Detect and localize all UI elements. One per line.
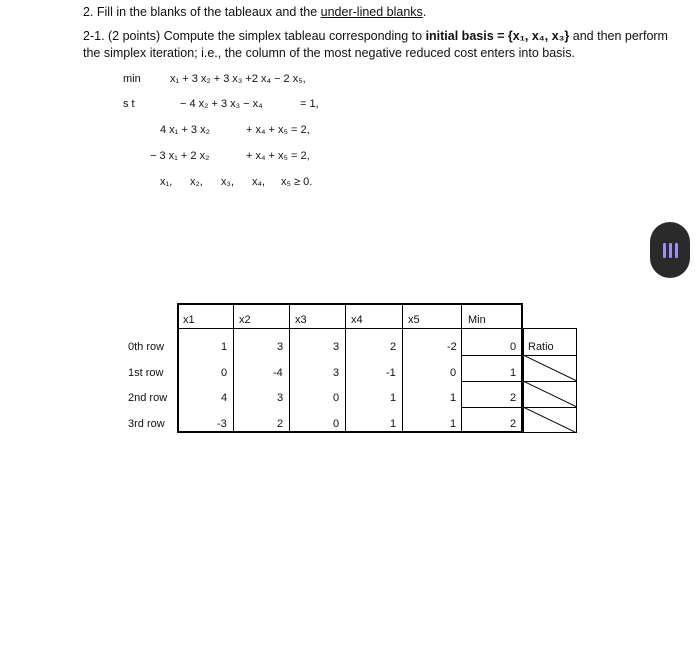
part-prefix: 2-1. (2 points) Compute the simplex tableau corresponding to (83, 29, 426, 43)
vertical-bars-icon (663, 243, 678, 258)
table-cell: 0 (333, 418, 340, 430)
header-x5: x5 (408, 314, 420, 326)
table-cell: 3 (333, 367, 340, 379)
table-cell: 3 (333, 341, 340, 353)
part-line-2: the simplex iteration; i.e., the column of the most negative reduced cost enters into basis. (83, 46, 575, 60)
min-row-divider (461, 407, 523, 408)
table-cell: -4 (273, 367, 283, 379)
header-x1: x1 (183, 314, 195, 326)
col-divider (233, 303, 234, 433)
col-divider (402, 303, 403, 433)
nonneg-x4: x₄, (252, 176, 266, 188)
question-title (83, 5, 426, 19)
table-cell: 0 (510, 341, 517, 353)
table-cell: 3 (277, 341, 284, 353)
part-basis: x₁, x₄, x₃} (512, 29, 570, 43)
constraint-2-rhs: + x₄ + x₅ = 2, (246, 124, 310, 136)
constraint-1-lhs: − 4 x₂ + 3 x₃ − x₄ (180, 98, 263, 110)
table-cell: 4 (221, 392, 228, 404)
min-label: min (123, 73, 141, 85)
part-after: and then perform (569, 29, 668, 43)
constraint-1-rhs: = 1, (300, 98, 319, 110)
table-cell: 2 (390, 341, 397, 353)
constraint-2-lhs: 4 x₁ + 3 x₂ (160, 124, 210, 136)
title-underlined: under-lined blanks (320, 5, 423, 19)
table-cell: 2 (510, 418, 517, 430)
nonneg-x5: x₅ ≥ 0. (281, 176, 313, 188)
nonneg-x2: x₂, (190, 176, 203, 188)
header-x3: x3 (295, 314, 307, 326)
col-divider (461, 303, 462, 433)
constraint-3-lhs: − 3 x₁ + 2 x₂ (150, 150, 210, 162)
part-line-1 (83, 29, 668, 43)
table-cell: 1 (390, 418, 397, 430)
table-cell: 1 (450, 392, 457, 404)
nonneg-x3: x₃, (221, 176, 235, 188)
table-cell: 3 (277, 392, 284, 404)
table-cell: 1 (390, 392, 397, 404)
header-x4: x4 (351, 314, 363, 326)
col-divider (289, 303, 290, 433)
part-bold: initial basis = { (425, 29, 513, 43)
table-cell: -1 (386, 367, 396, 379)
objective: x₁ + 3 x₂ + 3 x₃ +2 x₄ − 2 x₅, (170, 73, 306, 85)
table-cell: -2 (447, 341, 457, 353)
table-cell: 1 (510, 367, 517, 379)
row-label: 3rd row (128, 418, 165, 430)
table-cell: 0 (450, 367, 457, 379)
row-label: 1st row (128, 367, 164, 379)
table-cell: 1 (450, 418, 457, 430)
min-row-divider (461, 355, 523, 356)
table-cell: -3 (217, 418, 227, 430)
row-label: 0th row (128, 341, 165, 353)
menu-button[interactable] (650, 222, 690, 278)
header-divider (177, 328, 523, 329)
constraint-3-rhs: + x₄ + x₅ = 2, (246, 150, 310, 162)
table-cell: 2 (510, 392, 517, 404)
row-label: 2nd row (128, 392, 168, 404)
table-cell: 1 (221, 341, 228, 353)
ratio-label: Ratio (528, 341, 554, 353)
ratio-blank-diagonals (523, 355, 577, 433)
table-cell: 2 (277, 418, 284, 430)
title-suffix: . (422, 5, 427, 19)
st-label: s t (123, 98, 135, 110)
col-divider (345, 303, 346, 433)
table-cell: 0 (221, 367, 228, 379)
min-row-divider (461, 381, 523, 382)
header-min: Min (468, 314, 486, 326)
nonneg-x1: x₁, (160, 176, 173, 188)
title-prefix: 2. Fill in the blanks of the tableaux and the (83, 5, 321, 19)
header-x2: x2 (239, 314, 251, 326)
table-cell: 0 (333, 392, 340, 404)
